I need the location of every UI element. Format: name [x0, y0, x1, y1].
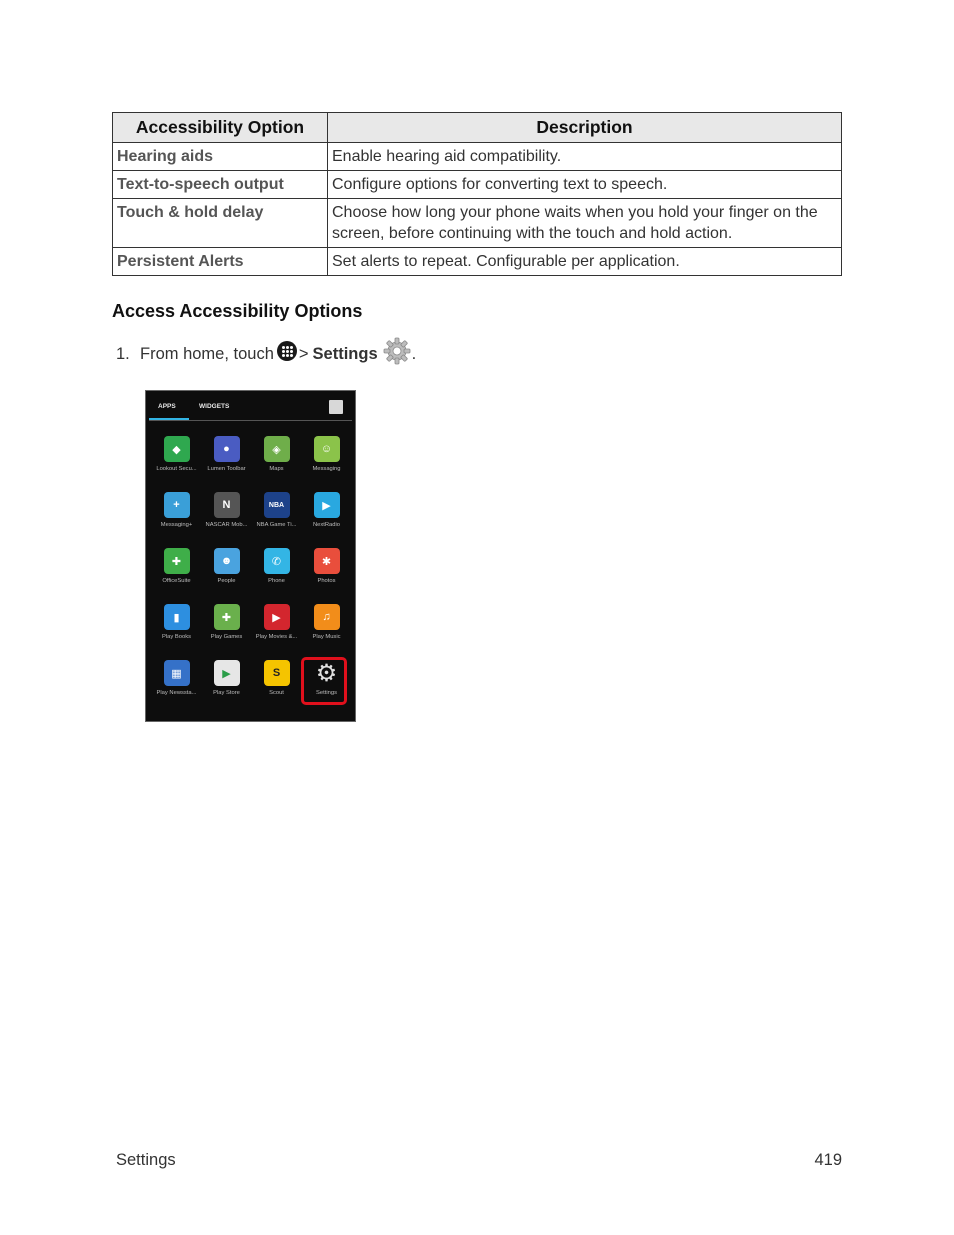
tab-apps[interactable]: APPS: [158, 403, 176, 410]
app-label: Settings: [316, 690, 337, 696]
play-games-icon: ✚: [214, 604, 240, 630]
option-name: Touch & hold delay: [113, 199, 328, 248]
play-books-icon: ▮: [164, 604, 190, 630]
option-description: Choose how long your phone waits when you hold your finger on the screen, before continuing with the touch and hold action.: [328, 199, 842, 248]
app-phone[interactable]: [251, 548, 302, 584]
app-label: OfficeSuite: [162, 578, 191, 584]
apps-screen-screenshot: [145, 390, 356, 722]
play-music-icon: ♫: [314, 604, 340, 630]
step-1: [116, 337, 416, 371]
option-name: Hearing aids: [113, 143, 328, 171]
footer-section-name: Settings: [116, 1151, 176, 1169]
step-number: 1.: [116, 344, 130, 363]
app-label: Play Music: [312, 634, 341, 640]
app-label: Play Books: [162, 634, 191, 640]
column-header-description: Description: [328, 113, 842, 143]
step-settings-label: Settings: [312, 344, 378, 363]
app-nba[interactable]: [251, 492, 302, 528]
messaging-plus-icon: +: [164, 492, 190, 518]
app-label: Play Movies &...: [255, 634, 298, 640]
app-label: Lookout Secu...: [156, 466, 197, 472]
app-lookout-shield[interactable]: [151, 436, 202, 472]
option-name: Text-to-speech output: [113, 171, 328, 199]
app-label: Messaging+: [160, 522, 193, 528]
app-play-movies[interactable]: [251, 604, 302, 640]
app-label: Photos: [317, 578, 336, 584]
app-lumen-toolbar[interactable]: [201, 436, 252, 472]
settings-gear-icon: [382, 336, 412, 366]
app-scout[interactable]: [251, 660, 302, 696]
option-name: Persistent Alerts: [113, 248, 328, 276]
app-label: Play Newssta...: [156, 690, 197, 696]
app-label: Play Store: [213, 690, 240, 696]
app-label: Lumen Toolbar: [207, 466, 246, 472]
app-maps[interactable]: [251, 436, 302, 472]
step-end: .: [411, 344, 417, 363]
app-label: Play Games: [210, 634, 243, 640]
app-messaging[interactable]: [301, 436, 352, 472]
scout-icon: S: [264, 660, 290, 686]
app-play-music[interactable]: [301, 604, 352, 640]
column-header-option: Accessibility Option: [113, 113, 328, 143]
app-officesuite[interactable]: [151, 548, 202, 584]
app-messaging-plus[interactable]: [151, 492, 202, 528]
table-row: [113, 171, 842, 199]
maps-icon: ◈: [264, 436, 290, 462]
app-play-games[interactable]: [201, 604, 252, 640]
app-nascar[interactable]: [201, 492, 252, 528]
messaging-icon: ☺: [314, 436, 340, 462]
nascar-icon: N: [214, 492, 240, 518]
accessibility-options-table: [112, 112, 842, 276]
settings-highlight-box: [301, 657, 347, 705]
app-label: Maps: [269, 466, 284, 472]
apps-tab-bar: [146, 391, 355, 421]
app-label: Messaging: [312, 466, 341, 472]
play-movies-icon: ▶: [264, 604, 290, 630]
app-play-books[interactable]: [151, 604, 202, 640]
apps-launcher-icon: [277, 341, 297, 361]
tab-widgets[interactable]: WIDGETS: [199, 403, 230, 410]
section-heading: Access Accessibility Options: [112, 301, 363, 321]
nba-icon: NBA: [264, 492, 290, 518]
settings-gear-icon: ⚙: [315, 659, 338, 687]
shopping-bag-icon[interactable]: [329, 400, 343, 414]
table-row: [113, 199, 842, 248]
option-description: Set alerts to repeat. Configurable per application.: [328, 248, 842, 276]
phone-icon: ✆: [264, 548, 290, 574]
lumen-toolbar-icon: ●: [214, 436, 240, 462]
app-label: Phone: [268, 578, 285, 584]
app-play-store[interactable]: [201, 660, 252, 696]
play-newsstand-icon: ▦: [164, 660, 190, 686]
app-label: NextRadio: [312, 522, 341, 528]
step-text: From home, touch: [140, 344, 274, 363]
option-description: Enable hearing aid compatibility.: [328, 143, 842, 171]
officesuite-icon: ✚: [164, 548, 190, 574]
app-play-newsstand[interactable]: [151, 660, 202, 696]
lookout-shield-icon: ◆: [164, 436, 190, 462]
tab-divider: [149, 420, 352, 421]
app-nextradio[interactable]: [301, 492, 352, 528]
nextradio-icon: ▶: [314, 492, 340, 518]
step-separator: >: [298, 344, 309, 363]
table-row: [113, 143, 842, 171]
page-number: 419: [814, 1151, 842, 1169]
photos-icon: ✱: [314, 548, 340, 574]
app-people[interactable]: [201, 548, 252, 584]
table-header-row: [113, 113, 842, 143]
app-label: NASCAR Mob...: [205, 522, 248, 528]
table-row: [113, 248, 842, 276]
option-description: Configure options for converting text to speech.: [328, 171, 842, 199]
app-photos[interactable]: [301, 548, 352, 584]
play-store-icon: ▶: [214, 660, 240, 686]
app-label: People: [217, 578, 236, 584]
app-label: Scout: [269, 690, 284, 696]
app-label: NBA Game Ti...: [256, 522, 297, 528]
people-icon: ☻: [214, 548, 240, 574]
